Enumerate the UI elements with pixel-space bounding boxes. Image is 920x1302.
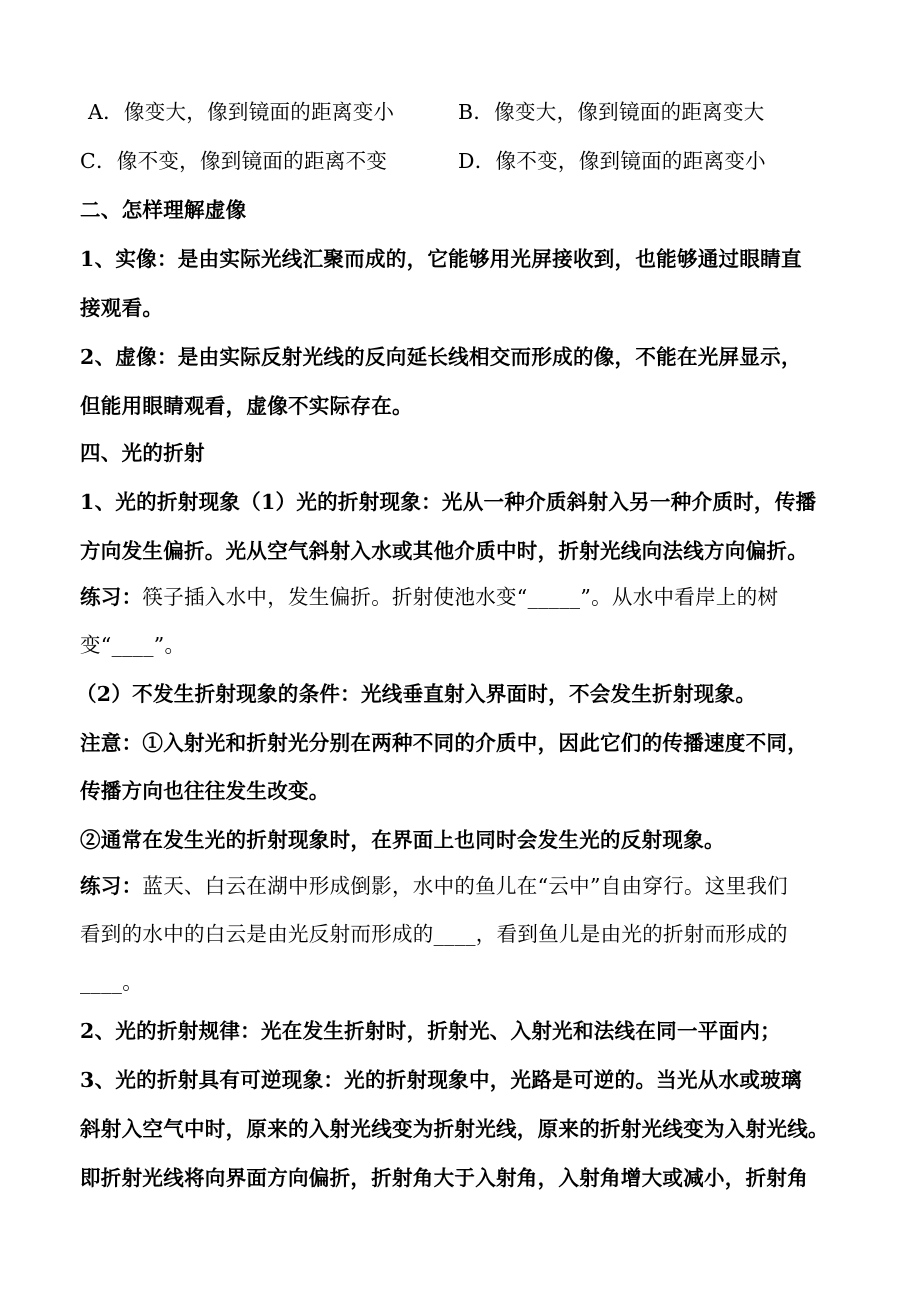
note-line1: 注意：①入射光和折射光分别在两种不同的介质中，因此它们的传播速度不同，: [80, 731, 808, 755]
exercise-1-line1: [80, 584, 778, 610]
note-line2: 传播方向也往往发生改变。: [80, 779, 330, 803]
section-heading-refraction: 四、光的折射: [80, 441, 205, 465]
option-c: C．像不变，像到镜面的距离不变: [80, 149, 388, 173]
section-heading-virtual-image: 二、怎样理解虚像: [80, 198, 247, 222]
exercise-2-line3: ____。: [80, 970, 143, 994]
virtual-image-definition-line2: 但能用眼睛观看，虚像不实际存在。: [80, 394, 413, 418]
option-a: A．像变大，像到镜面的距离变小: [88, 100, 395, 124]
reversibility-line1: 3、光的折射具有可逆现象：光的折射现象中，光路是可逆的。当光从水或玻璃: [80, 1068, 802, 1092]
refraction-law: 2、光的折射规律：光在发生折射时，折射光、入射光和法线在同一平面内；: [80, 1019, 781, 1043]
exercise-2-line2: 看到的水中的白云是由光反射而形成的____，看到鱼儿是由光的折射而形成的: [80, 922, 788, 946]
option-b: B．像变大，像到镜面的距离变大: [458, 100, 765, 124]
refraction-phenomenon-line2: 方向发生偏折。光从空气斜射入水或其他介质中时，折射光线向法线方向偏折。: [80, 539, 808, 563]
exercise-2-text: 蓝天、白云在湖中形成倒影，水中的鱼儿在“云中”自由穿行。这里我们: [142, 874, 788, 898]
real-image-definition-line2: 接观看。: [80, 296, 164, 320]
exercise-2-line1: [80, 873, 788, 899]
exercise-1-line2: 变“____”。: [80, 633, 186, 657]
no-refraction-condition: （2）不发生折射现象的条件：光线垂直射入界面时，不会发生折射现象。: [76, 682, 757, 706]
option-d: D．像不变，像到镜面的距离变小: [458, 149, 766, 173]
refraction-phenomenon-line1: 1、光的折射现象（1）光的折射现象：光从一种介质斜射入另一种介质时，传播: [80, 490, 817, 514]
virtual-image-definition-line1: 2、虚像：是由实际反射光线的反向延长线相交而形成的像，不能在光屏显示，: [80, 345, 802, 369]
reversibility-line2: 斜射入空气中时，原来的入射光线变为折射光线，原来的折射光线变为入射光线。: [80, 1117, 829, 1141]
real-image-definition-line1: 1、实像：是由实际光线汇聚而成的，它能够用光屏接收到，也能够通过眼睛直: [80, 247, 802, 271]
exercise-2-label: 练习：: [80, 874, 143, 898]
exercise-1-label: 练习：: [80, 585, 143, 609]
exercise-1-text: 筷子插入水中，发生偏折。折射使池水变“_____”。从水中看岸上的树: [142, 585, 779, 609]
note-line3: ②通常在发生光的折射现象时，在界面上也同时会发生光的反射现象。: [80, 828, 725, 852]
reversibility-line3: 即折射光线将向界面方向偏折，折射角大于入射角，入射角增大或减小，折射角: [80, 1166, 808, 1190]
